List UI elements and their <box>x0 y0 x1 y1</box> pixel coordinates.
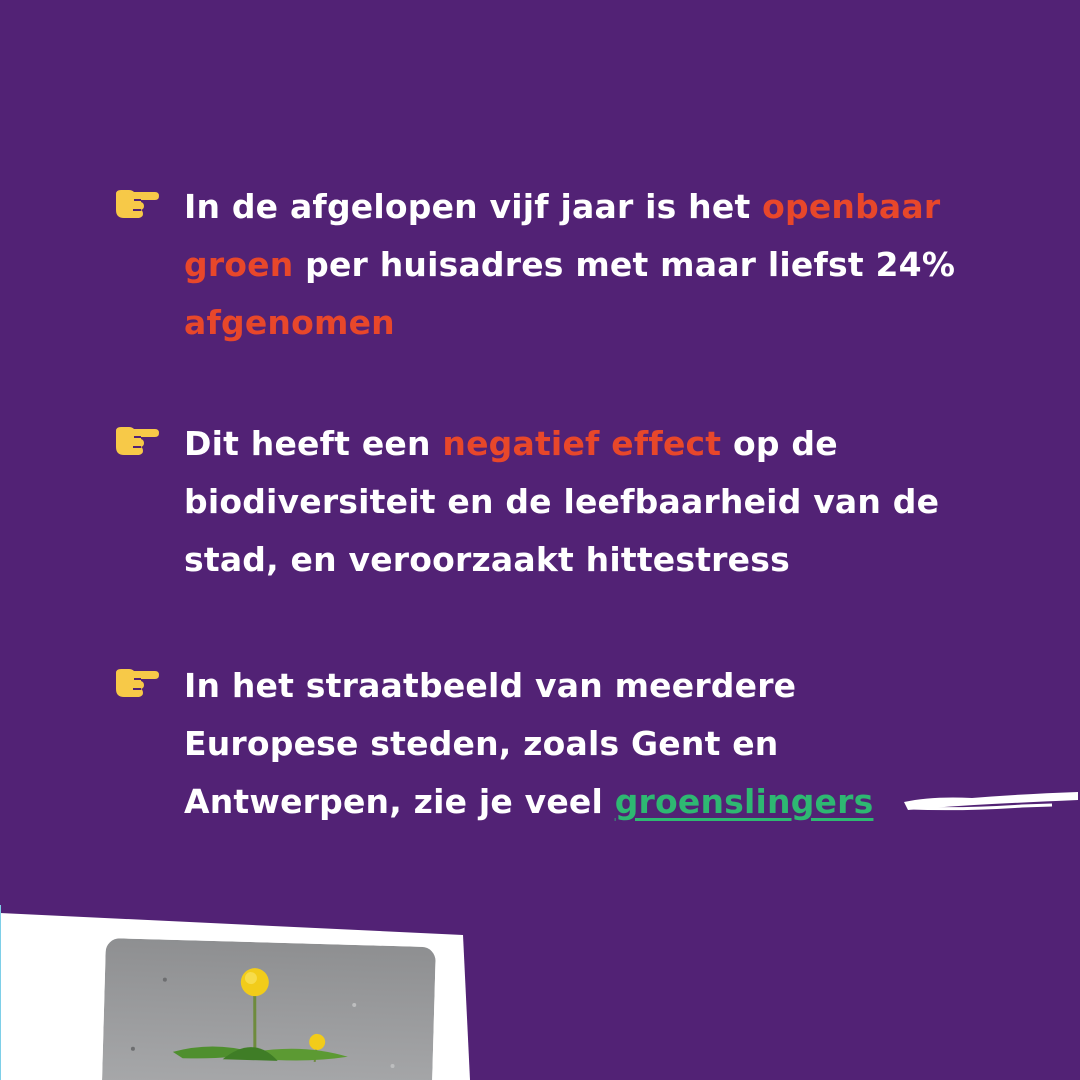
pointing-hand-icon <box>112 178 184 224</box>
bullet-2-highlight-negatief-effect: negatief effect <box>442 424 722 463</box>
bullet-1-text-a: In de afgelopen vijf jaar is het <box>184 187 763 226</box>
bullet-3-highlight-groenslingers[interactable]: groenslingers <box>614 782 874 821</box>
dandelion-photo <box>102 938 436 1080</box>
pointing-hand-icon <box>112 415 184 461</box>
bullet-1-text-b: per huisadres met maar liefst 24% <box>293 245 956 284</box>
bullet-item-2 <box>112 415 982 589</box>
bullet-1-highlight-afgenomen: afgenomen <box>184 303 395 342</box>
white-brush-stroke <box>902 788 1080 816</box>
bullet-item-1 <box>112 178 982 352</box>
bullet-3-text-a: In het straatbeeld van meerdere Europese steden, zoals Gent en Antwerpen, zie je veel <box>184 666 797 821</box>
bullet-item-3 <box>112 657 982 831</box>
bullet-1-highlight-openbaar-groen: openbaar groen <box>184 187 941 284</box>
bullet-text-3 <box>184 657 982 831</box>
bullet-2-text-b: op de biodiversiteit en de leefbaarheid van de stad, en veroorzaakt hittestress <box>184 424 940 579</box>
bullet-text-1 <box>184 178 982 352</box>
pointing-hand-icon <box>112 657 184 703</box>
bullet-text-2 <box>184 415 982 589</box>
bullet-2-text-a: Dit heeft een <box>184 424 443 463</box>
